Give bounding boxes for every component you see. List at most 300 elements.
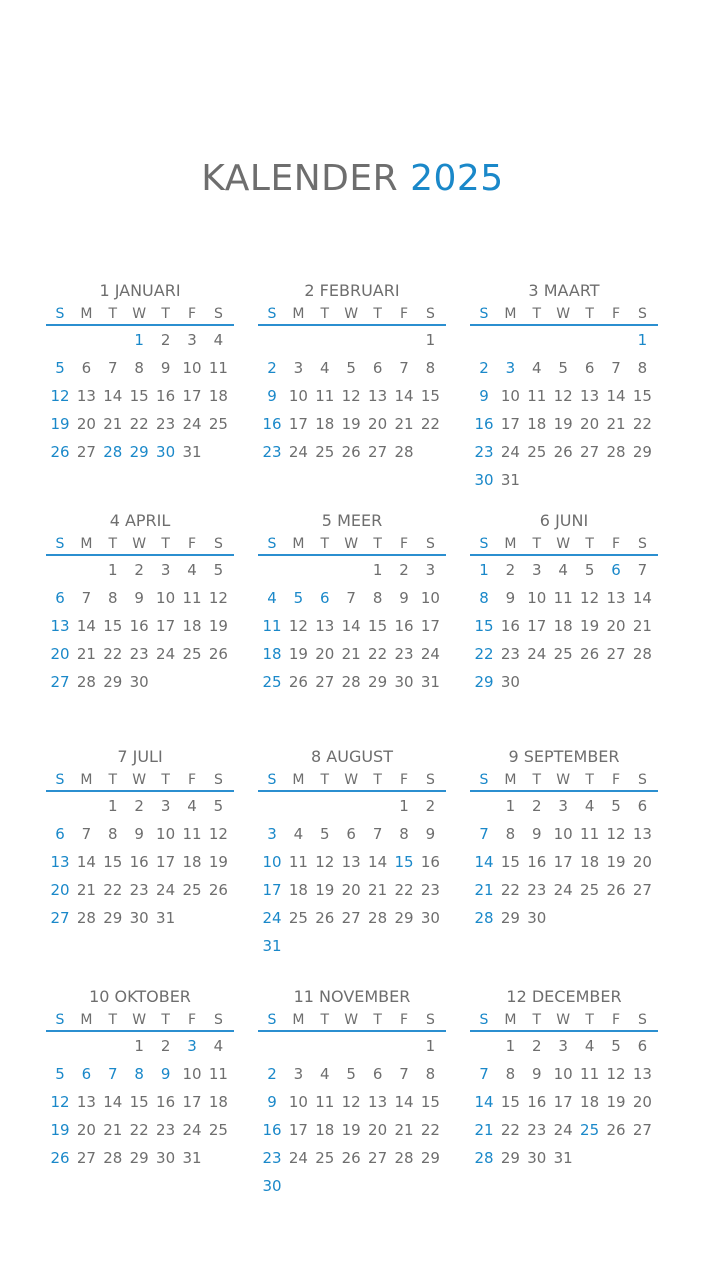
day-cell[interactable]: 9 <box>425 825 436 843</box>
day-cell[interactable]: 12 <box>341 1093 361 1111</box>
day-cell[interactable]: 4 <box>584 1037 595 1055</box>
day-cell[interactable]: 18 <box>208 1093 228 1111</box>
day-cell[interactable]: 26 <box>606 881 626 899</box>
day-cell[interactable]: 23 <box>527 881 547 899</box>
day-cell[interactable]: 22 <box>500 1121 520 1139</box>
day-cell[interactable]: 6 <box>637 1037 648 1055</box>
day-cell[interactable]: 10 <box>527 589 547 607</box>
day-cell[interactable]: 30 <box>500 673 520 691</box>
day-cell[interactable]: 6 <box>372 1065 383 1083</box>
day-cell[interactable]: 5 <box>584 561 595 579</box>
day-cell[interactable]: 8 <box>479 589 489 607</box>
day-cell[interactable]: 26 <box>208 881 228 899</box>
day-cell[interactable]: 6 <box>55 589 65 607</box>
day-cell[interactable]: 28 <box>103 1149 123 1167</box>
day-cell[interactable]: 11 <box>580 825 600 843</box>
day-cell[interactable]: 27 <box>580 443 600 461</box>
day-cell[interactable]: 2 <box>160 1037 171 1055</box>
day-cell[interactable]: 2 <box>399 561 409 579</box>
day-cell[interactable]: 1 <box>108 797 118 815</box>
day-cell[interactable]: 27 <box>632 1121 652 1139</box>
day-cell[interactable]: 25 <box>553 645 573 663</box>
day-cell[interactable]: 19 <box>288 645 308 663</box>
day-cell[interactable]: 30 <box>420 909 440 927</box>
day-cell[interactable]: 28 <box>76 673 96 691</box>
day-cell[interactable]: 19 <box>580 617 600 635</box>
day-cell[interactable]: 7 <box>479 825 489 843</box>
day-cell[interactable]: 31 <box>420 673 440 691</box>
day-cell[interactable]: 30 <box>394 673 414 691</box>
day-cell[interactable]: 5 <box>213 561 224 579</box>
day-cell[interactable]: 15 <box>394 853 414 871</box>
day-cell[interactable]: 15 <box>129 1093 149 1111</box>
day-cell[interactable]: 26 <box>50 443 70 461</box>
day-cell[interactable]: 24 <box>553 881 573 899</box>
day-cell[interactable]: 31 <box>262 937 282 955</box>
day-cell[interactable]: 17 <box>288 1121 308 1139</box>
day-cell[interactable]: 15 <box>500 1093 520 1111</box>
day-cell[interactable]: 6 <box>584 359 595 377</box>
day-cell[interactable]: 7 <box>108 1065 118 1083</box>
day-cell[interactable]: 11 <box>527 387 547 405</box>
day-cell[interactable]: 13 <box>368 1093 388 1111</box>
day-cell[interactable]: 15 <box>632 387 652 405</box>
day-cell[interactable]: 28 <box>394 1149 414 1167</box>
day-cell[interactable]: 3 <box>558 797 568 815</box>
day-cell[interactable]: 18 <box>580 853 600 871</box>
day-cell[interactable]: 20 <box>315 645 335 663</box>
day-cell[interactable]: 13 <box>341 853 361 871</box>
day-cell[interactable]: 14 <box>474 1093 494 1111</box>
day-cell[interactable]: 2 <box>134 561 144 579</box>
day-cell[interactable]: 26 <box>315 909 335 927</box>
day-cell[interactable]: 5 <box>346 359 356 377</box>
day-cell[interactable]: 15 <box>420 387 440 405</box>
day-cell[interactable]: 9 <box>267 1093 277 1111</box>
day-cell[interactable]: 25 <box>182 881 202 899</box>
day-cell[interactable]: 5 <box>213 797 224 815</box>
day-cell[interactable]: 3 <box>532 561 542 579</box>
day-cell[interactable]: 19 <box>341 1121 361 1139</box>
day-cell[interactable]: 9 <box>532 1065 542 1083</box>
day-cell[interactable]: 24 <box>288 443 308 461</box>
day-cell[interactable]: 2 <box>267 1065 277 1083</box>
day-cell[interactable]: 1 <box>108 561 118 579</box>
day-cell[interactable]: 24 <box>262 909 282 927</box>
day-cell[interactable]: 17 <box>262 881 282 899</box>
day-cell[interactable]: 14 <box>474 853 494 871</box>
day-cell[interactable]: 15 <box>474 617 494 635</box>
day-cell[interactable]: 3 <box>267 825 277 843</box>
day-cell[interactable]: 26 <box>288 673 308 691</box>
day-cell[interactable]: 13 <box>632 1065 652 1083</box>
day-cell[interactable]: 24 <box>182 1121 202 1139</box>
day-cell[interactable]: 11 <box>580 1065 600 1083</box>
day-cell[interactable]: 10 <box>262 853 282 871</box>
day-cell[interactable]: 4 <box>267 589 277 607</box>
day-cell[interactable]: 7 <box>611 359 621 377</box>
day-cell[interactable]: 22 <box>474 645 494 663</box>
day-cell[interactable]: 29 <box>368 673 388 691</box>
day-cell[interactable]: 19 <box>606 853 626 871</box>
day-cell[interactable]: 16 <box>156 387 176 405</box>
day-cell[interactable]: 19 <box>606 1093 626 1111</box>
day-cell[interactable]: 13 <box>368 387 388 405</box>
day-cell[interactable]: 15 <box>368 617 388 635</box>
day-cell[interactable]: 9 <box>160 359 171 377</box>
day-cell[interactable]: 30 <box>129 673 149 691</box>
day-cell[interactable]: 5 <box>346 1065 356 1083</box>
day-cell[interactable]: 24 <box>420 645 440 663</box>
day-cell[interactable]: 29 <box>500 909 520 927</box>
day-cell[interactable]: 20 <box>50 881 70 899</box>
day-cell[interactable]: 2 <box>505 561 516 579</box>
day-cell[interactable]: 19 <box>208 853 228 871</box>
day-cell[interactable]: 24 <box>182 415 202 433</box>
day-cell[interactable]: 31 <box>182 1149 202 1167</box>
day-cell[interactable]: 6 <box>81 359 92 377</box>
day-cell[interactable]: 29 <box>474 673 494 691</box>
day-cell[interactable]: 20 <box>76 415 96 433</box>
day-cell[interactable]: 29 <box>394 909 414 927</box>
day-cell[interactable]: 29 <box>632 443 652 461</box>
day-cell[interactable]: 27 <box>368 443 388 461</box>
day-cell[interactable]: 7 <box>399 1065 409 1083</box>
day-cell[interactable]: 10 <box>553 825 573 843</box>
day-cell[interactable]: 11 <box>208 359 228 377</box>
day-cell[interactable]: 24 <box>553 1121 573 1139</box>
day-cell[interactable]: 27 <box>315 673 335 691</box>
day-cell[interactable]: 22 <box>420 415 440 433</box>
day-cell[interactable]: 30 <box>129 909 149 927</box>
day-cell[interactable]: 5 <box>611 797 621 815</box>
day-cell[interactable]: 9 <box>267 387 277 405</box>
day-cell[interactable]: 13 <box>50 853 70 871</box>
day-cell[interactable]: 26 <box>606 1121 626 1139</box>
day-cell[interactable]: 17 <box>182 1093 202 1111</box>
day-cell[interactable]: 12 <box>50 1093 70 1111</box>
day-cell[interactable]: 22 <box>368 645 388 663</box>
day-cell[interactable]: 26 <box>553 443 573 461</box>
day-cell[interactable]: 13 <box>632 825 652 843</box>
day-cell[interactable]: 19 <box>208 617 228 635</box>
day-cell[interactable]: 10 <box>182 1065 202 1083</box>
day-cell[interactable]: 28 <box>394 443 414 461</box>
day-cell[interactable]: 20 <box>368 415 388 433</box>
day-cell[interactable]: 9 <box>134 825 144 843</box>
day-cell[interactable]: 17 <box>182 387 202 405</box>
day-cell[interactable]: 9 <box>160 1065 171 1083</box>
day-cell[interactable]: 3 <box>293 359 304 377</box>
day-cell[interactable]: 7 <box>399 359 409 377</box>
day-cell[interactable]: 21 <box>368 881 388 899</box>
day-cell[interactable]: 19 <box>50 415 70 433</box>
day-cell[interactable]: 27 <box>368 1149 388 1167</box>
day-cell[interactable]: 18 <box>182 617 202 635</box>
day-cell[interactable]: 23 <box>262 1149 282 1167</box>
day-cell[interactable]: 28 <box>474 1149 494 1167</box>
day-cell[interactable]: 25 <box>182 645 202 663</box>
day-cell[interactable]: 22 <box>500 881 520 899</box>
day-cell[interactable]: 29 <box>129 1149 149 1167</box>
day-cell[interactable]: 30 <box>156 1149 176 1167</box>
day-cell[interactable]: 6 <box>346 825 356 843</box>
day-cell[interactable]: 3 <box>187 1037 197 1055</box>
day-cell[interactable]: 30 <box>527 1149 547 1167</box>
day-cell[interactable]: 11 <box>315 387 335 405</box>
day-cell[interactable]: 1 <box>134 331 144 349</box>
day-cell[interactable]: 8 <box>505 1065 516 1083</box>
day-cell[interactable]: 3 <box>160 797 171 815</box>
day-cell[interactable]: 20 <box>50 645 70 663</box>
day-cell[interactable]: 29 <box>103 909 123 927</box>
day-cell[interactable]: 7 <box>81 589 92 607</box>
day-cell[interactable]: 17 <box>156 617 176 635</box>
day-cell[interactable]: 23 <box>129 881 149 899</box>
day-cell[interactable]: 28 <box>341 673 361 691</box>
day-cell[interactable]: 21 <box>341 645 361 663</box>
day-cell[interactable]: 4 <box>532 359 542 377</box>
day-cell[interactable]: 28 <box>632 645 652 663</box>
day-cell[interactable]: 27 <box>606 645 626 663</box>
day-cell[interactable]: 30 <box>474 471 494 489</box>
day-cell[interactable]: 1 <box>505 1037 516 1055</box>
day-cell[interactable]: 20 <box>606 617 626 635</box>
day-cell[interactable]: 18 <box>553 617 573 635</box>
day-cell[interactable]: 16 <box>394 617 414 635</box>
day-cell[interactable]: 14 <box>76 853 96 871</box>
day-cell[interactable]: 9 <box>505 589 516 607</box>
day-cell[interactable]: 27 <box>632 881 652 899</box>
day-cell[interactable]: 21 <box>474 1121 494 1139</box>
day-cell[interactable]: 11 <box>288 853 308 871</box>
day-cell[interactable]: 24 <box>527 645 547 663</box>
day-cell[interactable]: 27 <box>50 673 70 691</box>
day-cell[interactable]: 19 <box>315 881 335 899</box>
day-cell[interactable]: 17 <box>527 617 547 635</box>
day-cell[interactable]: 21 <box>103 1121 123 1139</box>
day-cell[interactable]: 7 <box>81 825 92 843</box>
day-cell[interactable]: 23 <box>262 443 282 461</box>
day-cell[interactable]: 22 <box>129 415 149 433</box>
day-cell[interactable]: 1 <box>372 561 383 579</box>
day-cell[interactable]: 23 <box>474 443 494 461</box>
day-cell[interactable]: 29 <box>103 673 123 691</box>
day-cell[interactable]: 5 <box>55 1065 65 1083</box>
day-cell[interactable]: 20 <box>580 415 600 433</box>
day-cell[interactable]: 30 <box>156 443 176 461</box>
day-cell[interactable]: 5 <box>55 359 65 377</box>
day-cell[interactable]: 14 <box>368 853 388 871</box>
day-cell[interactable]: 4 <box>320 359 330 377</box>
day-cell[interactable]: 29 <box>420 1149 440 1167</box>
day-cell[interactable]: 2 <box>479 359 489 377</box>
day-cell[interactable]: 20 <box>76 1121 96 1139</box>
day-cell[interactable]: 14 <box>606 387 626 405</box>
day-cell[interactable]: 16 <box>474 415 494 433</box>
day-cell[interactable]: 27 <box>50 909 70 927</box>
day-cell[interactable]: 22 <box>420 1121 440 1139</box>
day-cell[interactable]: 5 <box>320 825 330 843</box>
day-cell[interactable]: 20 <box>368 1121 388 1139</box>
day-cell[interactable]: 8 <box>505 825 516 843</box>
day-cell[interactable]: 15 <box>420 1093 440 1111</box>
day-cell[interactable]: 18 <box>288 881 308 899</box>
day-cell[interactable]: 14 <box>394 387 414 405</box>
day-cell[interactable]: 16 <box>129 853 149 871</box>
day-cell[interactable]: 6 <box>637 797 648 815</box>
day-cell[interactable]: 10 <box>156 589 176 607</box>
day-cell[interactable]: 10 <box>553 1065 573 1083</box>
day-cell[interactable]: 9 <box>399 589 409 607</box>
day-cell[interactable]: 10 <box>288 387 308 405</box>
day-cell[interactable]: 24 <box>500 443 520 461</box>
day-cell[interactable]: 21 <box>606 415 626 433</box>
day-cell[interactable]: 5 <box>293 589 304 607</box>
day-cell[interactable]: 5 <box>558 359 568 377</box>
day-cell[interactable]: 18 <box>315 1121 335 1139</box>
day-cell[interactable]: 28 <box>103 443 123 461</box>
day-cell[interactable]: 8 <box>134 1065 144 1083</box>
day-cell[interactable]: 27 <box>76 443 96 461</box>
day-cell[interactable]: 12 <box>288 617 308 635</box>
day-cell[interactable]: 20 <box>632 1093 652 1111</box>
day-cell[interactable]: 16 <box>527 853 547 871</box>
day-cell[interactable]: 13 <box>315 617 335 635</box>
day-cell[interactable]: 29 <box>500 1149 520 1167</box>
day-cell[interactable]: 4 <box>293 825 304 843</box>
day-cell[interactable]: 4 <box>320 1065 330 1083</box>
day-cell[interactable]: 12 <box>606 1065 626 1083</box>
day-cell[interactable]: 14 <box>394 1093 414 1111</box>
day-cell[interactable]: 10 <box>288 1093 308 1111</box>
day-cell[interactable]: 17 <box>553 1093 573 1111</box>
day-cell[interactable]: 11 <box>182 825 202 843</box>
day-cell[interactable]: 3 <box>187 331 197 349</box>
day-cell[interactable]: 15 <box>103 617 123 635</box>
day-cell[interactable]: 23 <box>129 645 149 663</box>
day-cell[interactable]: 12 <box>553 387 573 405</box>
day-cell[interactable]: 15 <box>129 387 149 405</box>
day-cell[interactable]: 2 <box>267 359 277 377</box>
day-cell[interactable]: 25 <box>262 673 282 691</box>
day-cell[interactable]: 20 <box>341 881 361 899</box>
day-cell[interactable]: 11 <box>182 589 202 607</box>
day-cell[interactable]: 7 <box>108 359 118 377</box>
day-cell[interactable]: 25 <box>580 1121 600 1139</box>
day-cell[interactable]: 30 <box>527 909 547 927</box>
day-cell[interactable]: 8 <box>399 825 409 843</box>
day-cell[interactable]: 21 <box>632 617 652 635</box>
day-cell[interactable]: 21 <box>76 881 96 899</box>
day-cell[interactable]: 28 <box>368 909 388 927</box>
day-cell[interactable]: 22 <box>129 1121 149 1139</box>
day-cell[interactable]: 12 <box>208 825 228 843</box>
day-cell[interactable]: 10 <box>182 359 202 377</box>
day-cell[interactable]: 16 <box>129 617 149 635</box>
day-cell[interactable]: 8 <box>425 1065 436 1083</box>
day-cell[interactable]: 3 <box>160 561 171 579</box>
day-cell[interactable]: 18 <box>182 853 202 871</box>
day-cell[interactable]: 1 <box>479 561 489 579</box>
day-cell[interactable]: 28 <box>76 909 96 927</box>
day-cell[interactable]: 4 <box>187 561 197 579</box>
day-cell[interactable]: 10 <box>500 387 520 405</box>
day-cell[interactable]: 1 <box>505 797 516 815</box>
day-cell[interactable]: 23 <box>420 881 440 899</box>
day-cell[interactable]: 18 <box>580 1093 600 1111</box>
day-cell[interactable]: 30 <box>262 1177 282 1195</box>
day-cell[interactable]: 31 <box>553 1149 573 1167</box>
day-cell[interactable]: 14 <box>76 617 96 635</box>
day-cell[interactable]: 2 <box>134 797 144 815</box>
day-cell[interactable]: 16 <box>500 617 520 635</box>
day-cell[interactable]: 22 <box>394 881 414 899</box>
day-cell[interactable]: 20 <box>632 853 652 871</box>
day-cell[interactable]: 8 <box>637 359 648 377</box>
day-cell[interactable]: 23 <box>156 415 176 433</box>
day-cell[interactable]: 11 <box>553 589 573 607</box>
day-cell[interactable]: 27 <box>341 909 361 927</box>
day-cell[interactable]: 2 <box>160 331 171 349</box>
day-cell[interactable]: 12 <box>341 387 361 405</box>
day-cell[interactable]: 26 <box>208 645 228 663</box>
day-cell[interactable]: 26 <box>341 1149 361 1167</box>
day-cell[interactable]: 25 <box>208 1121 228 1139</box>
day-cell[interactable]: 16 <box>156 1093 176 1111</box>
day-cell[interactable]: 31 <box>500 471 520 489</box>
day-cell[interactable]: 6 <box>611 561 621 579</box>
day-cell[interactable]: 1 <box>425 1037 436 1055</box>
day-cell[interactable]: 14 <box>103 387 123 405</box>
day-cell[interactable]: 13 <box>580 387 600 405</box>
day-cell[interactable]: 11 <box>315 1093 335 1111</box>
day-cell[interactable]: 18 <box>208 387 228 405</box>
day-cell[interactable]: 12 <box>50 387 70 405</box>
day-cell[interactable]: 1 <box>637 331 648 349</box>
day-cell[interactable]: 3 <box>558 1037 568 1055</box>
day-cell[interactable]: 3 <box>293 1065 304 1083</box>
day-cell[interactable]: 4 <box>213 331 224 349</box>
day-cell[interactable]: 24 <box>288 1149 308 1167</box>
day-cell[interactable]: 10 <box>156 825 176 843</box>
day-cell[interactable]: 4 <box>213 1037 224 1055</box>
day-cell[interactable]: 8 <box>425 359 436 377</box>
day-cell[interactable]: 5 <box>611 1037 621 1055</box>
day-cell[interactable]: 8 <box>134 359 144 377</box>
day-cell[interactable]: 1 <box>425 331 436 349</box>
day-cell[interactable]: 25 <box>315 443 335 461</box>
day-cell[interactable]: 19 <box>341 415 361 433</box>
day-cell[interactable]: 25 <box>580 881 600 899</box>
day-cell[interactable]: 8 <box>372 589 383 607</box>
day-cell[interactable]: 4 <box>187 797 197 815</box>
day-cell[interactable]: 23 <box>156 1121 176 1139</box>
day-cell[interactable]: 19 <box>553 415 573 433</box>
day-cell[interactable]: 13 <box>606 589 626 607</box>
day-cell[interactable]: 24 <box>156 881 176 899</box>
day-cell[interactable]: 21 <box>474 881 494 899</box>
day-cell[interactable]: 10 <box>420 589 440 607</box>
day-cell[interactable]: 23 <box>527 1121 547 1139</box>
day-cell[interactable]: 9 <box>479 387 489 405</box>
day-cell[interactable]: 22 <box>632 415 652 433</box>
day-cell[interactable]: 9 <box>134 589 144 607</box>
day-cell[interactable]: 1 <box>399 797 409 815</box>
day-cell[interactable]: 14 <box>341 617 361 635</box>
day-cell[interactable]: 2 <box>532 797 542 815</box>
day-cell[interactable]: 31 <box>156 909 176 927</box>
